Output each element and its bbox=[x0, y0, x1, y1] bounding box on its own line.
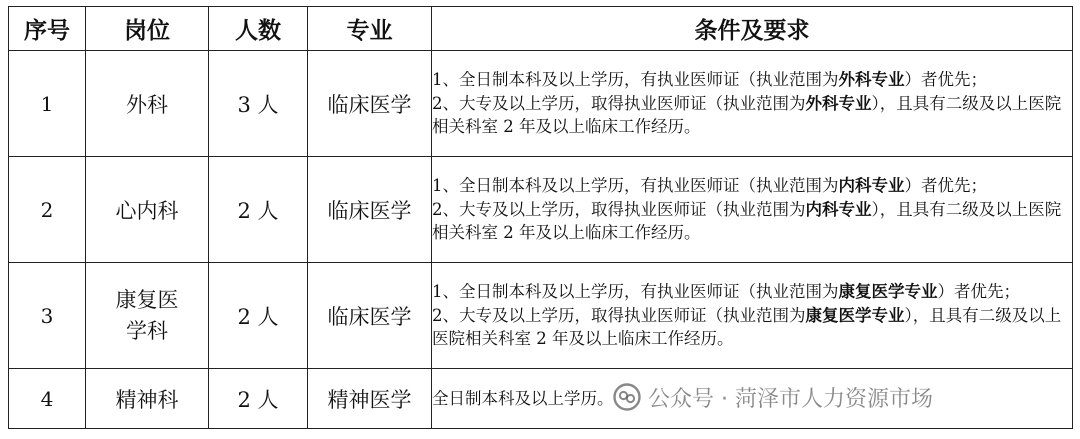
row-position: 精神科 bbox=[86, 369, 209, 429]
header-position: 岗位 bbox=[86, 7, 209, 51]
req-line-1-text: 1、全日制本科及以上学历，有执业医师证（执业范围为 bbox=[432, 70, 839, 90]
table-row bbox=[9, 51, 1073, 157]
row-requirements bbox=[432, 369, 1073, 429]
req-line-2-text: 2、大专及以上学历，取得执业医师证（执业范围为 bbox=[432, 199, 806, 219]
recruitment-table bbox=[8, 6, 1073, 429]
req-line-1-bold: 内科专业 bbox=[838, 176, 905, 196]
row-position: 心内科 bbox=[86, 157, 209, 263]
req-line-1-text: 1、全日制本科及以上学历，有执业医师证（执业范围为 bbox=[432, 176, 839, 196]
req-line-2-text: 2、大专及以上学历，取得执业医师证（执业范围为 bbox=[432, 93, 806, 113]
req-line-2-text: 2、大专及以上学历，取得执业医师证（执业范围为 bbox=[432, 305, 806, 325]
row-no: 1 bbox=[9, 51, 86, 157]
watermark-text: 公众号 · 菏泽市人力资源市场 bbox=[648, 386, 933, 412]
table-row bbox=[9, 157, 1073, 263]
row-no: 3 bbox=[9, 263, 86, 369]
req-line-1-bold: 康复医学专业 bbox=[838, 282, 938, 302]
header-count: 人数 bbox=[209, 7, 308, 51]
table-row bbox=[9, 369, 1073, 429]
row-no: 4 bbox=[9, 369, 86, 429]
header-requirements: 条件及要求 bbox=[432, 7, 1073, 51]
req-line-1-text: 全日制本科及以上学历。 bbox=[432, 388, 614, 408]
row-position: 外科 bbox=[86, 51, 209, 157]
req-line-1-tail: ）者优先； bbox=[937, 282, 1020, 302]
header-no: 序号 bbox=[9, 7, 86, 51]
req-line-1-tail: ）者优先； bbox=[904, 70, 987, 90]
req-line-2-tail: ），且具有二级及以上医院相关科室 2 年及以上临床工作经历。 bbox=[432, 93, 1062, 137]
header-major: 专业 bbox=[308, 7, 432, 51]
row-count: 2 人 bbox=[209, 263, 308, 369]
row-major: 临床医学 bbox=[308, 263, 432, 369]
row-count: 2 人 bbox=[209, 157, 308, 263]
req-line-2-tail: ），且具有二级及以上医院相关科室 2 年及以上临床工作经历。 bbox=[432, 199, 1062, 243]
req-line-1-bold: 外科专业 bbox=[838, 70, 905, 90]
row-position-text: 康复医学科 bbox=[115, 287, 179, 343]
table-row bbox=[9, 263, 1073, 369]
row-count: 3 人 bbox=[209, 51, 308, 157]
row-count: 2 人 bbox=[209, 369, 308, 429]
req-line-2-bold: 外科专业 bbox=[805, 93, 872, 113]
req-line-2-bold: 内科专业 bbox=[805, 199, 872, 219]
row-requirements bbox=[432, 157, 1073, 263]
req-line-2-bold: 康复医学专业 bbox=[805, 305, 905, 325]
req-line-2-tail: ），且具有二级及以上医院相关科室 2 年及以上临床工作经历。 bbox=[432, 305, 1062, 349]
row-position bbox=[86, 263, 209, 369]
row-requirements bbox=[432, 263, 1073, 369]
req-line-1-text: 1、全日制本科及以上学历，有执业医师证（执业范围为 bbox=[432, 282, 839, 302]
table-header-row bbox=[9, 7, 1073, 51]
row-requirements bbox=[432, 51, 1073, 157]
row-no: 2 bbox=[9, 157, 86, 263]
row-major: 精神医学 bbox=[308, 369, 432, 429]
req-line-1-tail: ）者优先； bbox=[904, 176, 987, 196]
row-major: 临床医学 bbox=[308, 51, 432, 157]
row-major: 临床医学 bbox=[308, 157, 432, 263]
